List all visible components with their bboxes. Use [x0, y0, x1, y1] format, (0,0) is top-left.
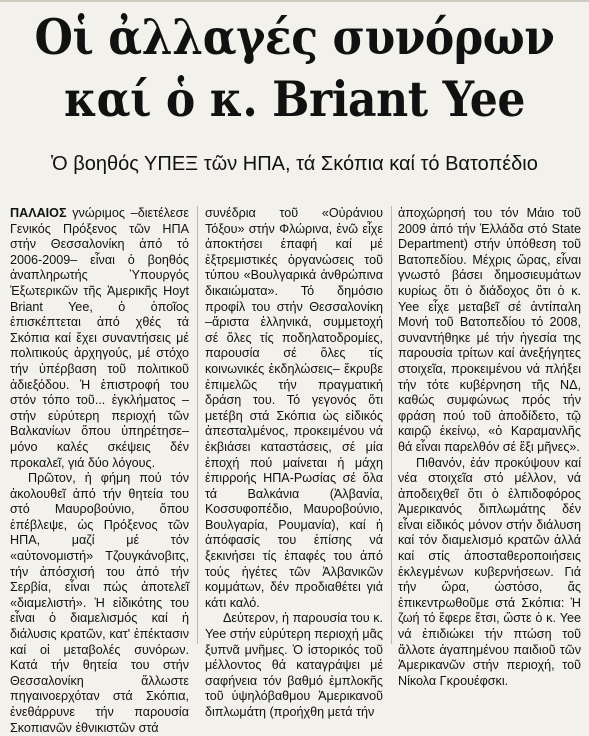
article-column-1 — [10, 206, 189, 735]
article-column-3 — [398, 206, 581, 688]
headline-line-1: Οἱ ἀλλαγές συνόρων — [34, 8, 555, 66]
subtitle: Ὁ βοηθός ΥΠΕΞ τῶν ΗΠΑ, τά Σκόπια καί τό Βατοπέδιο — [51, 153, 538, 175]
top-rule — [0, 0, 589, 2]
column-divider — [391, 206, 392, 644]
paragraph: Δεύτερον, ἡ παρουσία του κ. Yee στήν εὐρύτερη περιοχή μᾶς ξυπνᾶ μνῆμες. Ὁ ἱστορικός τοῦ μέλλοντος θά καταγράψει μέ σαφήνεια τόν βαθμό ἐμπλοκῆς τοῦ ὑψηλόβαθμου Ἀμερικανοῦ διπλωμάτη (προήχθη μετά τήν — [205, 611, 383, 719]
headline — [29, 6, 559, 130]
column-divider — [197, 206, 198, 644]
paragraph: ἀποχώρησή του τόν Μάιο τοῦ 2009 ἀπό τήν Ἑλλάδα στό State Department) στήν ὑπόθεση τοῦ Βατοπεδίου. Μέχρις ὥρας, εἶναι γνωστό βάσει δημοσιευμάτων κυρίως ὅτι ὁ διάδοχος ὅτι ὁ κ. Yee εἶχε μεταβεῖ σέ ἀντίπαλη Μονή τοῦ Βατοπεδίου τό 2008, συναντήθηκε μέ τήν ἡγεσία της παρουσία τρίτων καί ἀνεξήγητες στοιχεῖα, προκειμένου νά πλήξει τήν τότε κυβέρνηση τῆς ΝΔ, καθώς συμφώνως πρός τήν φράση πού τοῦ ἀποδίδετο, τῷ καιρῷ ἐκείνῳ, «ὁ Καραμανλῆς θά εἶναι παρελθόν σέ ἕξι μῆνες». — [398, 206, 581, 454]
paragraph: Πιθανόν, ἐάν προκύψουν καί νέα στοιχεῖα στό μέλλον, νά ἀποδειχθεῖ ὅτι ὁ ἐλπιδοφόρος Ἀμερικανός διπλωμάτης δέν εἶναι εἰδικός μόνον στήν διάλυση καί τόν διαμελισμό κρατῶν ἀλλά καί στίς ἀποσταθεροποιήσεις ἐκλεγμένων κυβερνήσεων. Γιά τήν ὥρα, ὡστόσο, ἄς ἐπικεντρωθοῦμε στά Σκόπια: Ἡ ζωή τό ἔφερε ἔτσι, ὥστε ὁ κ. Yee νά ἐπιδιώκει τήν πτώση τοῦ ἄλλοτε ἀγαπημένου παιδιοῦ τῶν Ἀμερικανῶν στήν περιοχή, τοῦ Νίκολα Γκρουέφσκι. — [398, 455, 581, 688]
headline-line-2: καί ὁ κ. Briant Yee — [63, 70, 526, 128]
article-column-2 — [205, 206, 383, 719]
kicker: ΠΑΛΑΙΟΣ — [10, 206, 67, 220]
paragraph — [10, 206, 189, 471]
paragraph: Πρῶτον, ἡ φήμη πού τόν ἀκολουθεῖ ἀπό τήν θητεία του στό Μαυροβούνιο, ὅπου ἐπέβλεψε, ὡς Πρόξενος τῶν ΗΠΑ, μαζί μέ τόν «αὐτονομιστή» Τζουγκάνοβιτς, τήν ἀπόσχισή του ἀπό τήν Σερβία, εἶναι πώς ἀποτελεῖ «διαμελιστή». Ἡ εἰδικότης του εἶναι ὁ διαμελισμός καί ἡ διάλυσις κρατῶν, κατ' ἐπέκτασιν καί οἱ μεταβολές συνόρων. Κατά τήν θητεία του στήν Θεσσαλονίκη ἄλλωστε πηγαινοερχόταν στά Σκόπια, ἐνεθάρρυνε τήν παρουσία Σκοπιανῶν ἐθνικιστῶν στά — [10, 471, 189, 735]
paragraph: συνέδρια τοῦ «Οὐράνιου Τόξου» στήν Φλώρινα, ἐνῶ εἶχε ἀποκτήσει ἐπαφή καί μέ ἐξτρεμιστικές ὀργανώσεις τοῦ τύπου «Βουλγαρικά ἀνθρώπινα δικαιώματα». Τό δημόσιο προφίλ του στήν Θεσσαλονίκη –ἄριστα ἑλληνικά, συμμετοχή σέ ὅλες τίς ποδηλατοδρομίες, παρουσία σέ ὅλες τίς κοινωνικές ἐκδηλώσεις– ἔκρυβε ἐπιμελῶς τήν πραγματική δράση του. Τό γεγονός ὅτι μετέβη στά Σκόπια ὡς εἰδικός ἀπεσταλμένος, προκειμένου νά ἐκβιάσει καταστάσεις, σέ μία ἐποχή πού μαίνεται ἡ μάχη ἐπιρροής ΗΠΑ-Ρωσίας σέ ὅλα τά Βαλκάνια (Ἀλβανία, Κοσσυφοπέδιο, Μαυροβούνιο, Βουλγαρία, Ρουμανία), καί ἡ ἀπόφασίς του ἐπίσης νά ξεκινήσει τίς ἐπαφές του ἀπό τούς ἡγέτες τῶν Ἀλβανικῶν κομμάτων, δέν προδιαθέτει γιά κάτι καλό. — [205, 206, 383, 610]
paragraph-text: γνώριμος –διετέλεσε Γενικός Πρόξενος τῶν ΗΠΑ στήν Θεσσαλονίκη ἀπό τό 2006-2009– εἶναι ὁ βοηθός ἀναπληρωτής Ὑπουργός Ἐξωτερικῶν τῆς Ἀμερικῆς Hoyt Briant Yee, ὁ ὁποῖος ἐπισκέπτεται ἀπό χθές τά Σκόπια καί ἔχει συναντήσεις μέ πολιτικούς ἀρχηγούς, μέ στόχο τήν ὑπέρβαση τοῦ πολιτικοῦ ἀδιεξόδου. Ἡ ἐπιστροφή του στόν τόπο τοῦ... ἐγκλήματος –στήν εὐρύτερη περιοχή τῶν Βαλκανίων ὅπου ὑπηρέτησε– μόνο καλές σκέψεις δέν προκαλεῖ, γιά δύο λόγους. — [10, 206, 189, 470]
